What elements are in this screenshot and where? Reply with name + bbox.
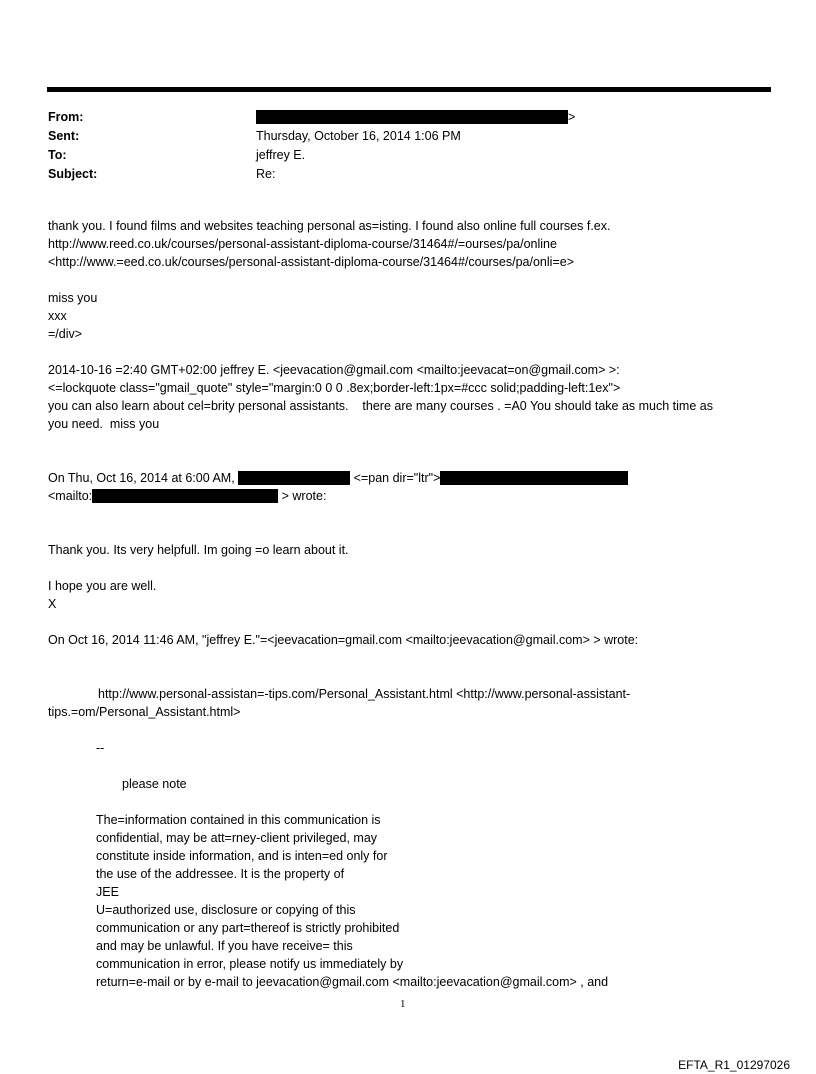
from-value-tail: > [568,110,576,124]
redaction-bar [440,471,628,485]
header-rule [47,87,771,92]
redaction-bar [256,110,568,124]
to-value: jeffrey E. [256,148,306,162]
message-paragraph: thank you. I found films and websites teaching personal as=isting. I found also online full courses f.ex. http://www.reed.co.uk/courses/personal-assistant-diploma-course/31464#/=ourses/pa/online <http://www.=eed.co.uk/courses/personal-assistant-diploma-course/31464#/courses/pa/onli=e> [48,219,611,269]
to-label: To: [48,148,67,162]
document-id: EFTA_R1_01297026 [678,1058,790,1072]
please-note: please note [122,777,187,791]
link-line-1: http://www.personal-assistan=-tips.com/Personal_Assistant.html <http://www.personal-assistant- [98,687,631,701]
separator-dashes: -- [96,741,105,755]
from-row [48,108,768,127]
link-line-2: tips.=om/Personal_Assistant.html> [48,705,241,719]
wrote-text: > wrote: [281,489,327,503]
mailto-prefix: <mailto: [48,489,93,503]
subject-row [48,165,768,184]
reply-signoff: I hope you are well. X [48,579,157,611]
redaction-bar [92,489,278,503]
page-number: 1 [400,998,406,1010]
to-row [48,146,768,165]
reply-paragraph: Thank you. Its very helpfull. Im going =o learn about it. [48,543,349,557]
subject-value: Re: [256,167,276,181]
from-label: From: [48,110,84,124]
subject-label: Subject: [48,167,98,181]
mailto-line [48,487,768,505]
disclaimer: The=information contained in this communication is confidential, may be att=rney-client privileged, may constitute inside information, and is inten=ed only for the use of the addressee. It is the property of JEE U=authorized use, disclosure or copying of this communication or any part=thereof is strictly prohibited and may be unlawful. If you have receive= this communication in error, please notify us immediately by return=e-mail or by e-mail to jeevacation@gmail.com <mailto:jeevacation@gmail.com> , and [96,813,609,989]
sent-value: Thursday, October 16, 2014 1:06 PM [256,129,461,143]
email-header [48,108,768,184]
pan-dir: <=pan dir="ltr"> [353,471,441,485]
on-thu-prefix: On Thu, Oct 16, 2014 at 6:00 AM, [48,471,235,485]
from-value [256,108,575,126]
redaction-bar [238,471,350,485]
quoted-header: 2014-10-16 =2:40 GMT+02:00 jeffrey E. <jeevacation@gmail.com <mailto:jeevacat=on@gmail.com> >: <=lockquote class="gmail_quote" style="margin:0 0 0 .8ex;border-left:1px=#ccc solid;padding-left:1ex"> you can also learn about cel=brity personal assistants. there are many courses . =A0 You should take as much time as you need. miss you [48,363,713,431]
signoff: miss you xxx =/div> [48,291,98,341]
sent-label: Sent: [48,129,80,143]
on-thu-line [48,469,768,487]
on-oct-line: On Oct 16, 2014 11:46 AM, "jeffrey E."=<jeevacation=gmail.com <mailto:jeevacation@gmail.com> > wrote: [48,633,639,647]
sent-row [48,127,768,146]
email-body [48,217,768,991]
